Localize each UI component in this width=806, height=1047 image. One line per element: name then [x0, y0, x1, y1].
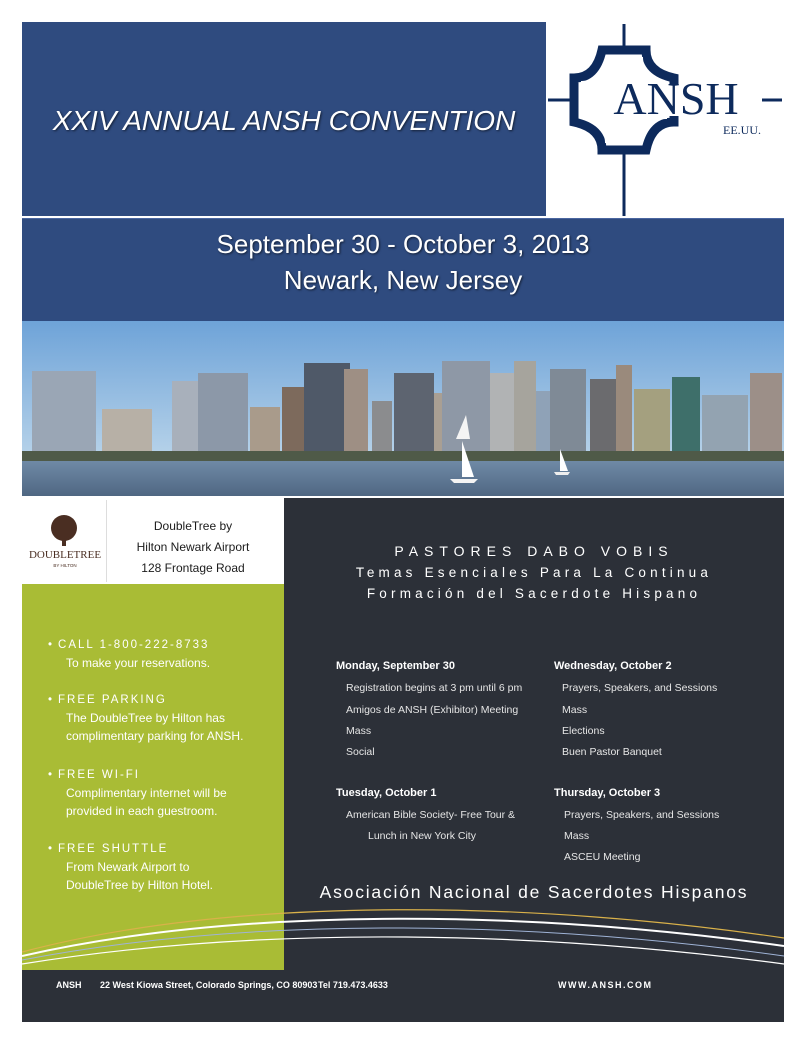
- doubletree-logo-text: DOUBLETREE: [28, 549, 102, 561]
- doubletree-logo: [24, 500, 107, 582]
- convention-title-wrap: [22, 22, 546, 216]
- amenity-text: complimentary parking for ANSH.: [66, 729, 244, 743]
- tuesday-title: Tuesday, October 1: [336, 787, 437, 799]
- footer-bar: [22, 970, 784, 1022]
- theme-line-1: PASTORES DABO VOBIS: [394, 543, 674, 559]
- tuesday-item: American Bible Society- Free Tour &: [346, 809, 516, 821]
- ansh-logo-text: ANSH: [613, 73, 739, 124]
- thursday-item: ASCEU Meeting: [564, 851, 641, 863]
- amenity-text: provided in each guestroom.: [66, 804, 218, 818]
- monday-title: Monday, September 30: [336, 660, 455, 672]
- amenity-text: From Newark Airport to: [66, 860, 190, 874]
- amenity-call: [48, 636, 278, 672]
- association-name: Asociación Nacional de Sacerdotes Hispanos: [319, 882, 749, 902]
- amenity-text: To make your reservations.: [66, 656, 211, 670]
- hotel-street: 128 Frontage Road: [141, 561, 245, 575]
- skyline-photo: [22, 321, 784, 496]
- footer-website[interactable]: WWW.ANSH.COM: [558, 980, 653, 990]
- theme-block: [284, 540, 784, 604]
- monday-item: Social: [346, 746, 375, 758]
- skyline-image: [22, 321, 784, 496]
- amenity-heading: • FREE SHUTTLE: [48, 840, 278, 858]
- convention-title: XXIV ANNUAL ANSH CONVENTION: [52, 105, 516, 136]
- doubletree-logo-subtext: BY HILTON: [53, 563, 77, 568]
- theme-line-3: Formación del Sacerdote Hispano: [366, 586, 702, 601]
- ansh-logo: [546, 22, 784, 216]
- amenity-heading: • FREE PARKING: [48, 691, 278, 709]
- date-band: [22, 218, 784, 322]
- amenity-text: DoubleTree by Hilton Hotel.: [66, 878, 213, 892]
- amenity-shuttle: [48, 840, 278, 894]
- wednesday-title: Wednesday, October 2: [554, 660, 672, 672]
- amenity-text: The DoubleTree by Hilton has: [66, 711, 225, 725]
- ansh-logo-subtext: EE.UU.: [723, 123, 761, 137]
- thursday-item: Mass: [564, 830, 590, 842]
- header-band: [22, 22, 546, 216]
- hotel-name-2: Hilton Newark Airport: [136, 540, 250, 554]
- footer-phone: Tel 719.473.4633: [318, 980, 388, 990]
- wednesday-item: Prayers, Speakers, and Sessions: [562, 682, 718, 694]
- tuesday-item: Lunch in New York City: [368, 830, 476, 842]
- monday-item: Registration begins at 3 pm until 6 pm: [346, 682, 523, 694]
- wednesday-item: Mass: [562, 704, 588, 716]
- theme-line-2: Temas Esenciales Para La Continua: [355, 565, 713, 580]
- footer-address: 22 West Kiowa Street, Colorado Springs, CO 80903: [100, 980, 318, 990]
- amenity-wifi: [48, 766, 278, 820]
- footer-org: ANSH: [56, 980, 82, 990]
- hotel-name: DoubleTree by: [153, 519, 233, 533]
- swoosh-lines: [22, 900, 784, 980]
- amenity-heading: • FREE WI-FI: [48, 766, 278, 784]
- wednesday-item: Buen Pastor Banquet: [562, 746, 662, 758]
- thursday-title: Thursday, October 3: [554, 787, 661, 799]
- wednesday-item: Elections: [562, 725, 605, 737]
- thursday-item: Prayers, Speakers, and Sessions: [564, 809, 720, 821]
- amenity-text: Complimentary internet will be: [66, 786, 227, 800]
- monday-item: Mass: [346, 725, 372, 737]
- amenity-heading: • CALL 1-800-222-8733: [48, 636, 278, 654]
- decorative-swoosh: [22, 900, 784, 980]
- date-range: September 30 - October 3, 2013: [216, 229, 590, 259]
- doubletree-logo-graphic: [24, 500, 106, 582]
- monday-item: Amigos de ANSH (Exhibitor) Meeting: [346, 704, 519, 716]
- amenity-parking: [48, 691, 278, 745]
- ansh-logo-graphic: [546, 22, 784, 216]
- location: Newark, New Jersey: [283, 265, 523, 295]
